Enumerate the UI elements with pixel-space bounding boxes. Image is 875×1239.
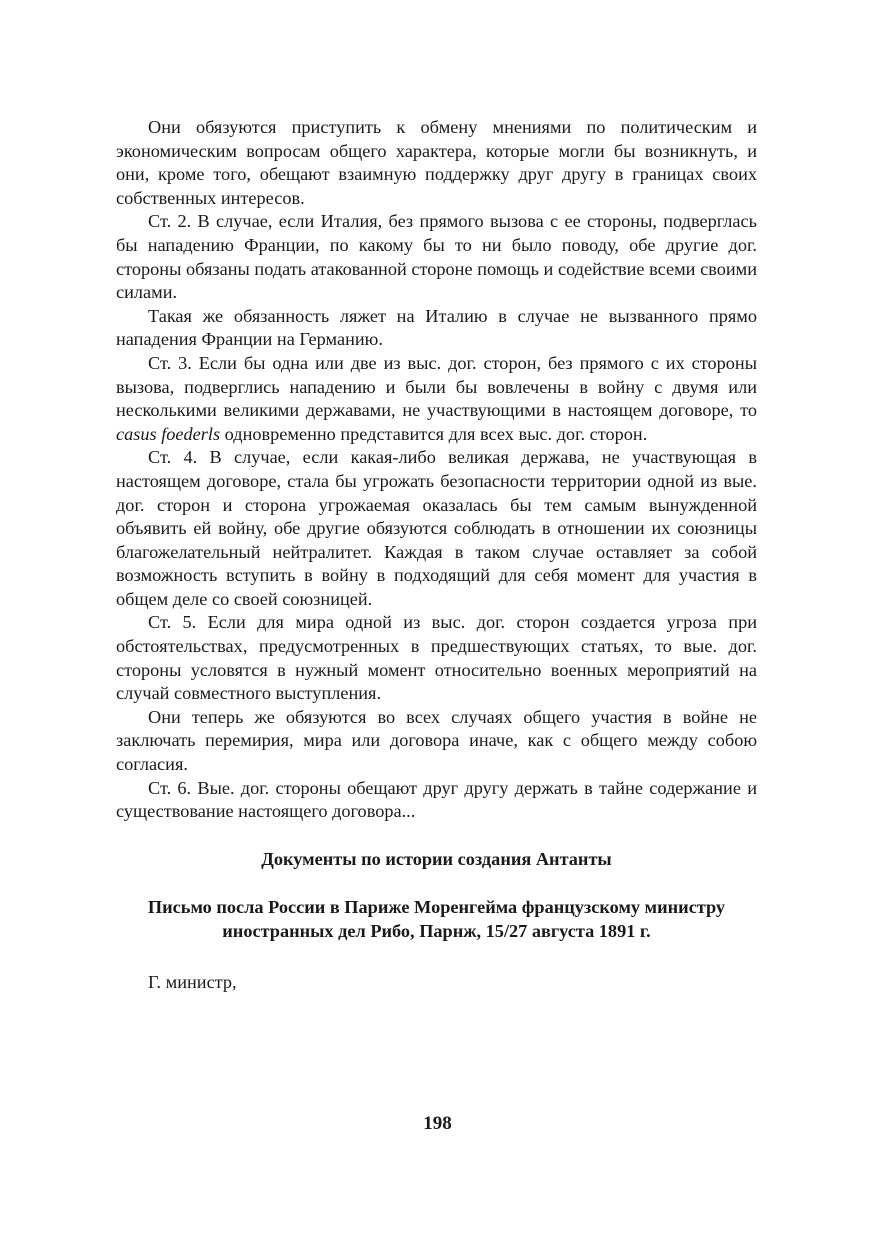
paragraph: Они теперь же обязуются во всех случаях общего участия в войне не заключать перемирия, мира или договора иначе, как с общего между собою согласия.	[116, 706, 757, 775]
paragraph-article-2: Ст. 2. В случае, если Италия, без прямого вызова с ее стороны, подверглась бы нападению Франции, по какому бы то ни было поводу, обе другие дог. стороны обязаны подать атакованной стороне помощь и содействие всеми своими силами.	[116, 211, 757, 303]
paragraph-article-6: Ст. 6. Вые. дог. стороны обещают друг другу держать в тайне содержание и существование настоящего договора...	[116, 777, 757, 822]
paragraph: Они обязуются приступить к обмену мнениями по политическим и экономическим вопросам общего характера, которые могли бы возникнуть, и они, кроме того, обещают взаимную поддержку друг другу в границах своих собственных интересов.	[116, 117, 757, 208]
document-body	[116, 116, 757, 994]
document-title: Письмо посла России в Париже Моренгейма французскому министру иностранных дел Рибо, Парнж, 15/27 августа 1891 г.	[147, 897, 726, 941]
paragraph-text: одновременно представится для всех выс. дог. сторон.	[220, 423, 648, 444]
section-heading: Документы по истории создания Антанты	[261, 848, 612, 869]
paragraph-article-5: Ст. 5. Если для мира одной из выс. дог. сторон создается угроза при обстоятельствах, предусмотренных в предшествующих статьях, то вые. дог. стороны условятся в нужный момент относительно военных мероприятий на случай совместного выступления.	[116, 612, 757, 704]
paragraph-text: Ст. 3. Если бы одна или две из выс. дог. сторон, без прямого с их стороны вызова, подверглись нападению и были бы вовлечены в войну с двумя или несколькими великими державами, не участвующими в настоящем договоре, то	[116, 352, 757, 421]
latin-term: casus foederls	[116, 423, 221, 444]
paragraph-article-3	[116, 352, 757, 446]
paragraph: Такая же обязанность ляжет на Италию в случае не вызванного прямо нападения Франции на Германию.	[116, 305, 757, 350]
salutation: Г. министр,	[148, 971, 237, 992]
page-number: 198	[423, 1113, 452, 1134]
paragraph-article-4: Ст. 4. В случае, если какая-либо великая держава, не участвующая в настоящем договоре, стала бы угрожать безопасности территории одной из вые. дог. сторон и сторона угрожаемая оказалась бы тем самым вынужденной объявить ей войну, обе другие обязуются соблюдать в отношении их союзницы благожелательный нейтралитет. Каждая в таком случае оставляет за собой возможность вступить в войну в подходящий для себя момент для участия в общем деле со своей союзницей.	[116, 447, 757, 609]
